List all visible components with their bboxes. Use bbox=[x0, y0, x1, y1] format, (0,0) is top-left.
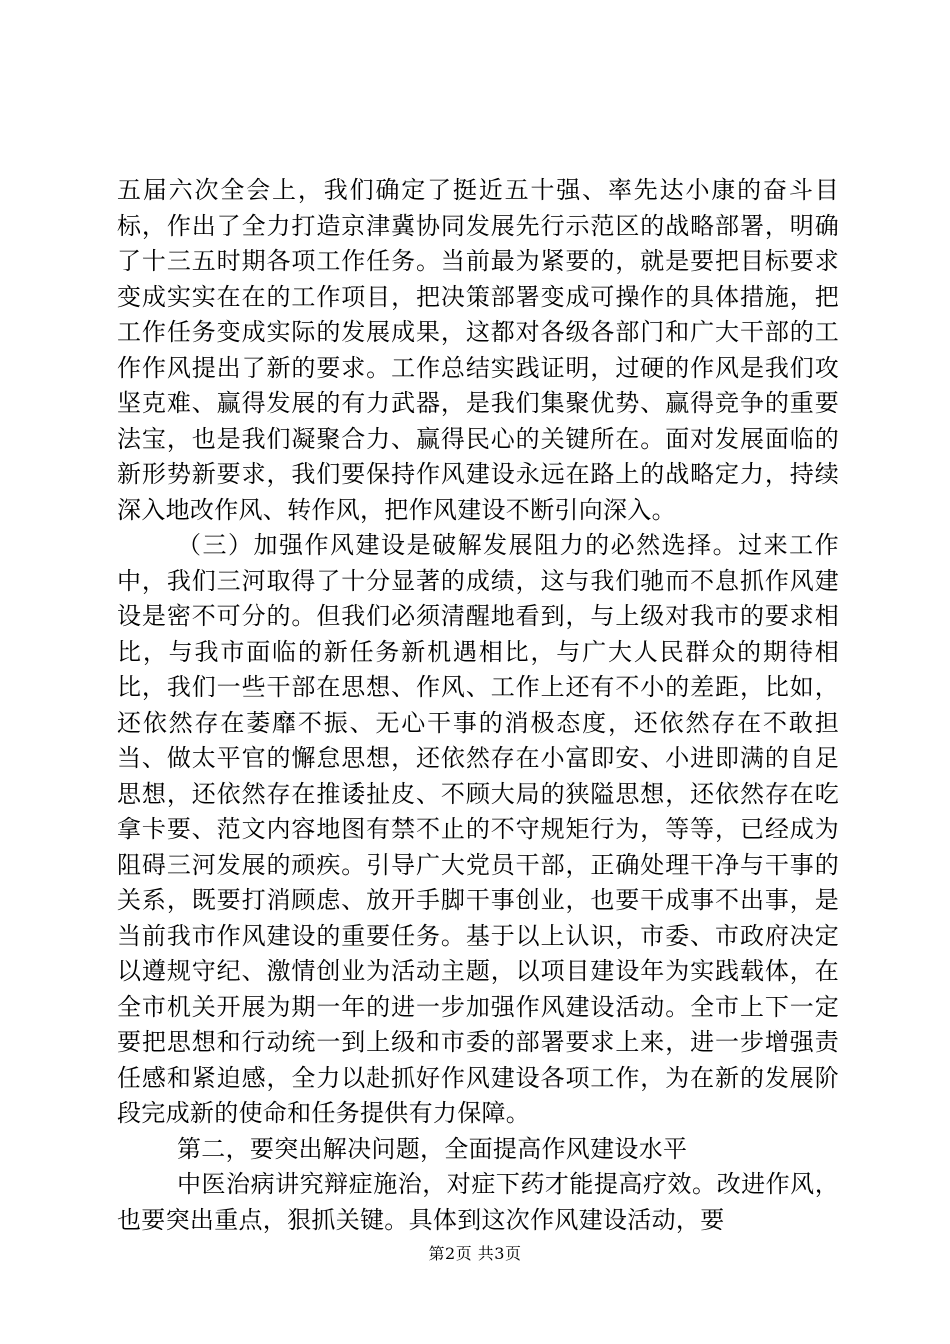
document-body bbox=[117, 173, 839, 1238]
paragraph-section-three: （三）加强作风建设是破解发展阻力的必然选择。过来工作中，我们三河取得了十分显著的成绩，这与我们驰而不息抓作风建设是密不可分的。但我们必须清醒地看到，与上级对我市的要求相比，与我市面临的新任务新机遇相比，与广大人民群众的期待相比，我们一些干部在思想、作风、工作上还有不小的差距，比如，还依然存在萎靡不振、无心干事的消极态度，还依然存在不敢担当、做太平官的懈怠思想，还依然存在小富即安、小进即满的自足思想，还依然存在推诿扯皮、不顾大局的狭隘思想，还依然存在吃拿卡要、范文内容地图有禁不止的不守规矩行为，等等，已经成为阻碍三河发展的顽疾。引导广大党员干部，正确处理干净与干事的关系，既要打消顾虑、放开手脚干事创业，也要干成事不出事，是当前我市作风建设的重要任务。基于以上认识，市委、市政府决定以遵规守纪、激情创业为活动主题，以项目建设年为实践载体，在全市机关开展为期一年的进一步加强作风建设活动。全市上下一定要把思想和行动统一到上级和市委的部署要求上来，进一步增强责任感和紧迫感，全力以赴抓好作风建设各项工作，为在新的发展阶段完成新的使命和任务提供有力保障。 bbox=[117, 531, 839, 1127]
paragraph-tcm-analogy: 中医治病讲究辩症施治，对症下药才能提高疗效。改进作风，也要突出重点，狠抓关键。具体到这次作风建设活动，要 bbox=[117, 1170, 839, 1234]
section-heading-second: 第二，要突出解决问题，全面提高作风建设水平 bbox=[177, 1134, 688, 1163]
paragraph-goals-and-style: 五届六次全会上，我们确定了挺近五十强、率先达小康的奋斗目标，作出了全力打造京津冀协同发展先行示范区的战略部署，明确了十三五时期各项工作任务。当前最为紧要的，就是要把目标要求变成实实在在的工作项目，把决策部署变成可操作的具体措施，把工作任务变成实际的发展成果，这都对各级各部门和广大干部的工作作风提出了新的要求。工作总结实践证明，过硬的作风是我们攻坚克难、赢得发展的有力武器，是我们集聚优势、赢得竞争的重要法宝，也是我们凝聚合力、赢得民心的关键所在。面对发展面临的新形势新要求，我们要保持作风建设永远在路上的战略定力，持续深入地改作风、转作风，把作风建设不断引向深入。 bbox=[117, 176, 839, 524]
page-footer: 第2页 共3页 bbox=[428, 1244, 522, 1263]
